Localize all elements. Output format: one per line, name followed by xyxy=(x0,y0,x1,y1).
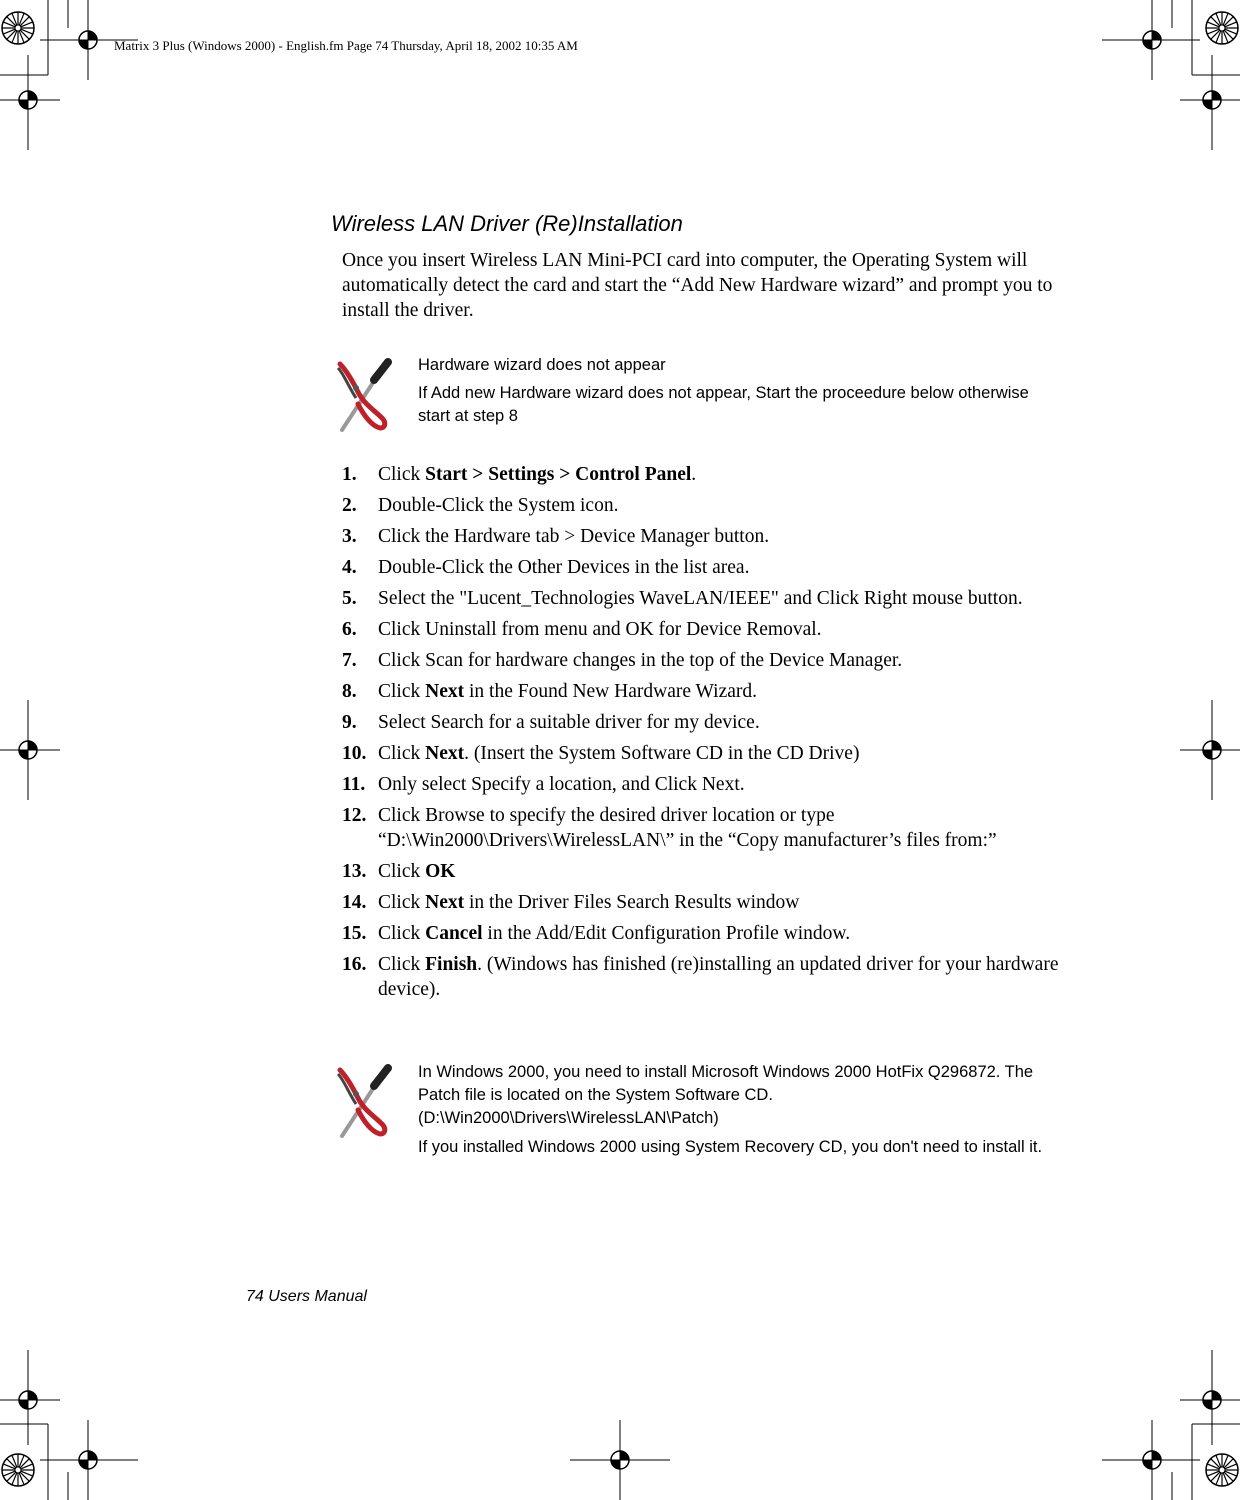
page-footer: 74 Users Manual xyxy=(246,1288,367,1305)
step-number: 5. xyxy=(342,588,357,609)
step-text: Double-Click the System icon. xyxy=(378,495,619,516)
intro-paragraph: Once you insert Wireless LAN Mini-PCI card into computer, the Operating System will automatically detect the card and start the “Add New Hardware wizard” and prompt you to install the driver. xyxy=(342,250,1053,321)
list-item xyxy=(342,555,1072,580)
step-text: . xyxy=(691,464,697,485)
ui-term: Finish xyxy=(425,954,478,975)
list-item xyxy=(342,462,1072,487)
list-item xyxy=(342,921,1072,946)
section-title: Wireless LAN Driver (Re)Installation xyxy=(331,211,683,236)
step-text: in the Add/Edit Configuration Profile window. xyxy=(482,923,851,944)
ui-term: Next xyxy=(425,892,465,913)
step-number: 1. xyxy=(342,464,357,485)
step-text: . (Insert the System Software CD in the CD Drive) xyxy=(464,743,860,764)
step-text: Click xyxy=(378,681,426,702)
list-item xyxy=(342,952,1072,1002)
step-number: 16. xyxy=(342,954,367,975)
list-item xyxy=(342,741,1072,766)
note-text: In Windows 2000, you need to install Microsoft Windows 2000 HotFix Q296872. The Patch file is located on the System Software CD. (D:\Win2000\Drivers\WirelessLAN\Patch) xyxy=(418,1063,1034,1127)
note-text: If you installed Windows 2000 using System Recovery CD, you don't need to install it. xyxy=(418,1138,1043,1156)
step-text: Only select Specify a location, and Click Next. xyxy=(378,774,745,795)
ui-term: OK xyxy=(425,861,456,882)
note-title: Hardware wizard does not appear xyxy=(418,356,666,374)
step-text: Click Browse to specify the desired driver location or type “D:\Win2000\Drivers\WirelessLAN\” in the “Copy manufacturer’s files from:” xyxy=(378,805,997,851)
step-text: Click xyxy=(378,464,426,485)
step-number: 15. xyxy=(342,923,367,944)
step-text: Click Uninstall from menu and OK for Device Removal. xyxy=(378,619,822,640)
list-item xyxy=(342,710,1072,735)
list-item xyxy=(342,648,1072,673)
list-item xyxy=(342,617,1072,642)
installation-steps-list xyxy=(342,462,1072,1008)
step-number: 2. xyxy=(342,495,357,516)
list-item xyxy=(342,679,1072,704)
step-text: Click Scan for hardware changes in the top of the Device Manager. xyxy=(378,650,903,671)
list-item xyxy=(342,890,1072,915)
list-item xyxy=(342,586,1072,611)
step-number: 14. xyxy=(342,892,367,913)
step-number: 4. xyxy=(342,557,357,578)
step-text: Select Search for a suitable driver for my device. xyxy=(378,712,760,733)
list-item xyxy=(342,859,1072,884)
step-text: Double-Click the Other Devices in the list area. xyxy=(378,557,750,578)
step-number: 3. xyxy=(342,526,357,547)
step-number: 9. xyxy=(342,712,357,733)
step-number: 6. xyxy=(342,619,357,640)
ui-term: Start > Settings > Control Panel xyxy=(425,464,692,485)
ui-term: Next xyxy=(425,743,465,764)
pliers-screwdriver-icon xyxy=(336,358,396,433)
step-text: in the Driver Files Search Results window xyxy=(464,892,800,913)
step-text: . (Windows has finished (re)installing an updated driver for your hardware device). xyxy=(378,954,1059,1000)
step-text: Click xyxy=(378,923,426,944)
note-text: If Add new Hardware wizard does not appear, Start the proceedure below otherwise start at step 8 xyxy=(418,384,1029,425)
list-item xyxy=(342,493,1072,518)
ui-term: Cancel xyxy=(425,923,483,944)
list-item xyxy=(342,772,1072,797)
step-text: Click xyxy=(378,743,426,764)
step-number: 8. xyxy=(342,681,357,702)
step-text: Click xyxy=(378,892,426,913)
list-item xyxy=(342,803,1072,853)
step-text: in the Found New Hardware Wizard. xyxy=(464,681,757,702)
ui-term: Next xyxy=(425,681,465,702)
step-number: 7. xyxy=(342,650,357,671)
list-item xyxy=(342,524,1072,549)
file-info-header: Matrix 3 Plus (Windows 2000) - English.fm Page 74 Thursday, April 18, 2002 10:35 AM xyxy=(114,38,578,53)
step-number: 13. xyxy=(342,861,367,882)
step-text: Click the Hardware tab > Device Manager button. xyxy=(378,526,770,547)
step-text: Click xyxy=(378,861,426,882)
step-number: 12. xyxy=(342,805,367,826)
step-text: Select the "Lucent_Technologies WaveLAN/IEEE" and Click Right mouse button. xyxy=(378,588,1023,609)
pliers-screwdriver-icon xyxy=(336,1064,396,1139)
step-number: 10. xyxy=(342,743,367,764)
step-text: Click xyxy=(378,954,426,975)
step-number: 11. xyxy=(342,774,366,795)
